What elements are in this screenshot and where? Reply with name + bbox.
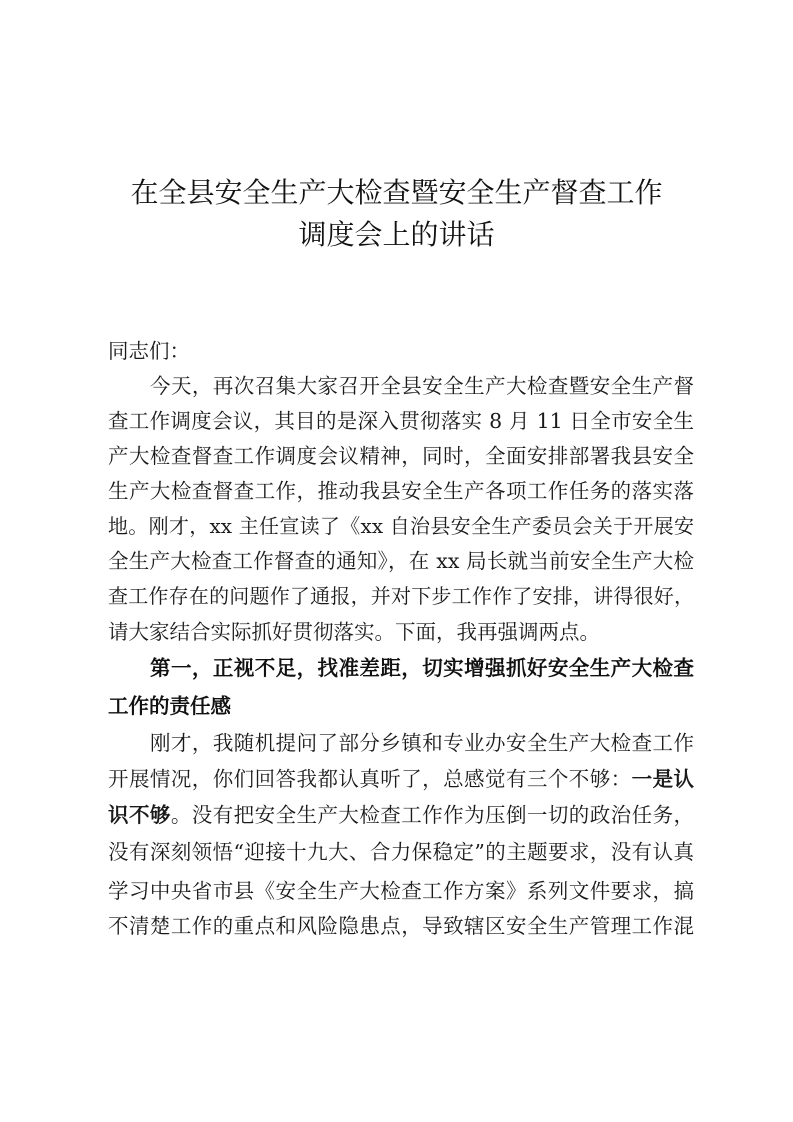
section-heading-line-1: 第一，正视不足，找准差距，切实增强抓好安全生产大检查 bbox=[150, 656, 694, 680]
paragraph-line: 全生产大检查工作督查的通知》，在 xx 局长就当前安全生产大检 bbox=[108, 549, 694, 573]
paragraph-line bbox=[108, 761, 694, 797]
paragraph-line: 产大检查督查工作调度会议精神，同时，全面安排部署我县安全 bbox=[108, 444, 694, 468]
paragraph-line: 刚才，我随机提问了部分乡镇和专业办安全生产大检查工作 bbox=[150, 731, 694, 755]
emphasis-text: 识不够 bbox=[108, 803, 171, 827]
paragraph-line: 生产大检查督查工作，推动我县安全生产各项工作任务的落实落 bbox=[108, 479, 694, 503]
paragraph-text: 。没有把安全生产大检查工作作为压倒一切的政治任务， bbox=[170, 803, 695, 827]
paragraph-line bbox=[108, 797, 694, 833]
paragraph-line: 请大家结合实际抓好贯彻落实。下面，我再强调两点。 bbox=[108, 620, 600, 644]
paragraph-line: 今天，再次召集大家召开全县安全生产大检查暨安全生产督 bbox=[150, 374, 694, 398]
paragraph-line: 没有深刻领悟“迎接十九大、合力保稳定”的主题要求，没有认真 bbox=[108, 840, 694, 864]
paragraph-line: 查工作调度会议，其目的是深入贯彻落实 8 月 11 日全市安全生 bbox=[108, 409, 694, 433]
paragraph-text: 开展情况，你们回答我都认真听了，总感觉有三个不够： bbox=[108, 767, 632, 791]
paragraph-line: 不清楚工作的重点和风险隐患点，导致辖区安全生产管理工作混 bbox=[108, 914, 694, 938]
paragraph-line: 地。刚才，xx 主任宣读了《xx 自治县安全生产委员会关于开展安 bbox=[108, 514, 694, 538]
paragraph-line: 学习中央省市县《安全生产大检查工作方案》系列文件要求，搞 bbox=[108, 879, 694, 903]
document-title-line-2: 调度会上的讲话 bbox=[298, 218, 495, 251]
document-title-line-1: 在全县安全生产大检查暨安全生产督查工作 bbox=[130, 176, 663, 209]
salutation: 同志们： bbox=[108, 339, 190, 363]
paragraph-line: 查工作存在的问题作了通报，并对下步工作作了安排，讲得很好， bbox=[108, 584, 694, 608]
section-heading-line-2: 工作的责任感 bbox=[108, 694, 231, 718]
emphasis-text: 一是认 bbox=[631, 767, 695, 791]
